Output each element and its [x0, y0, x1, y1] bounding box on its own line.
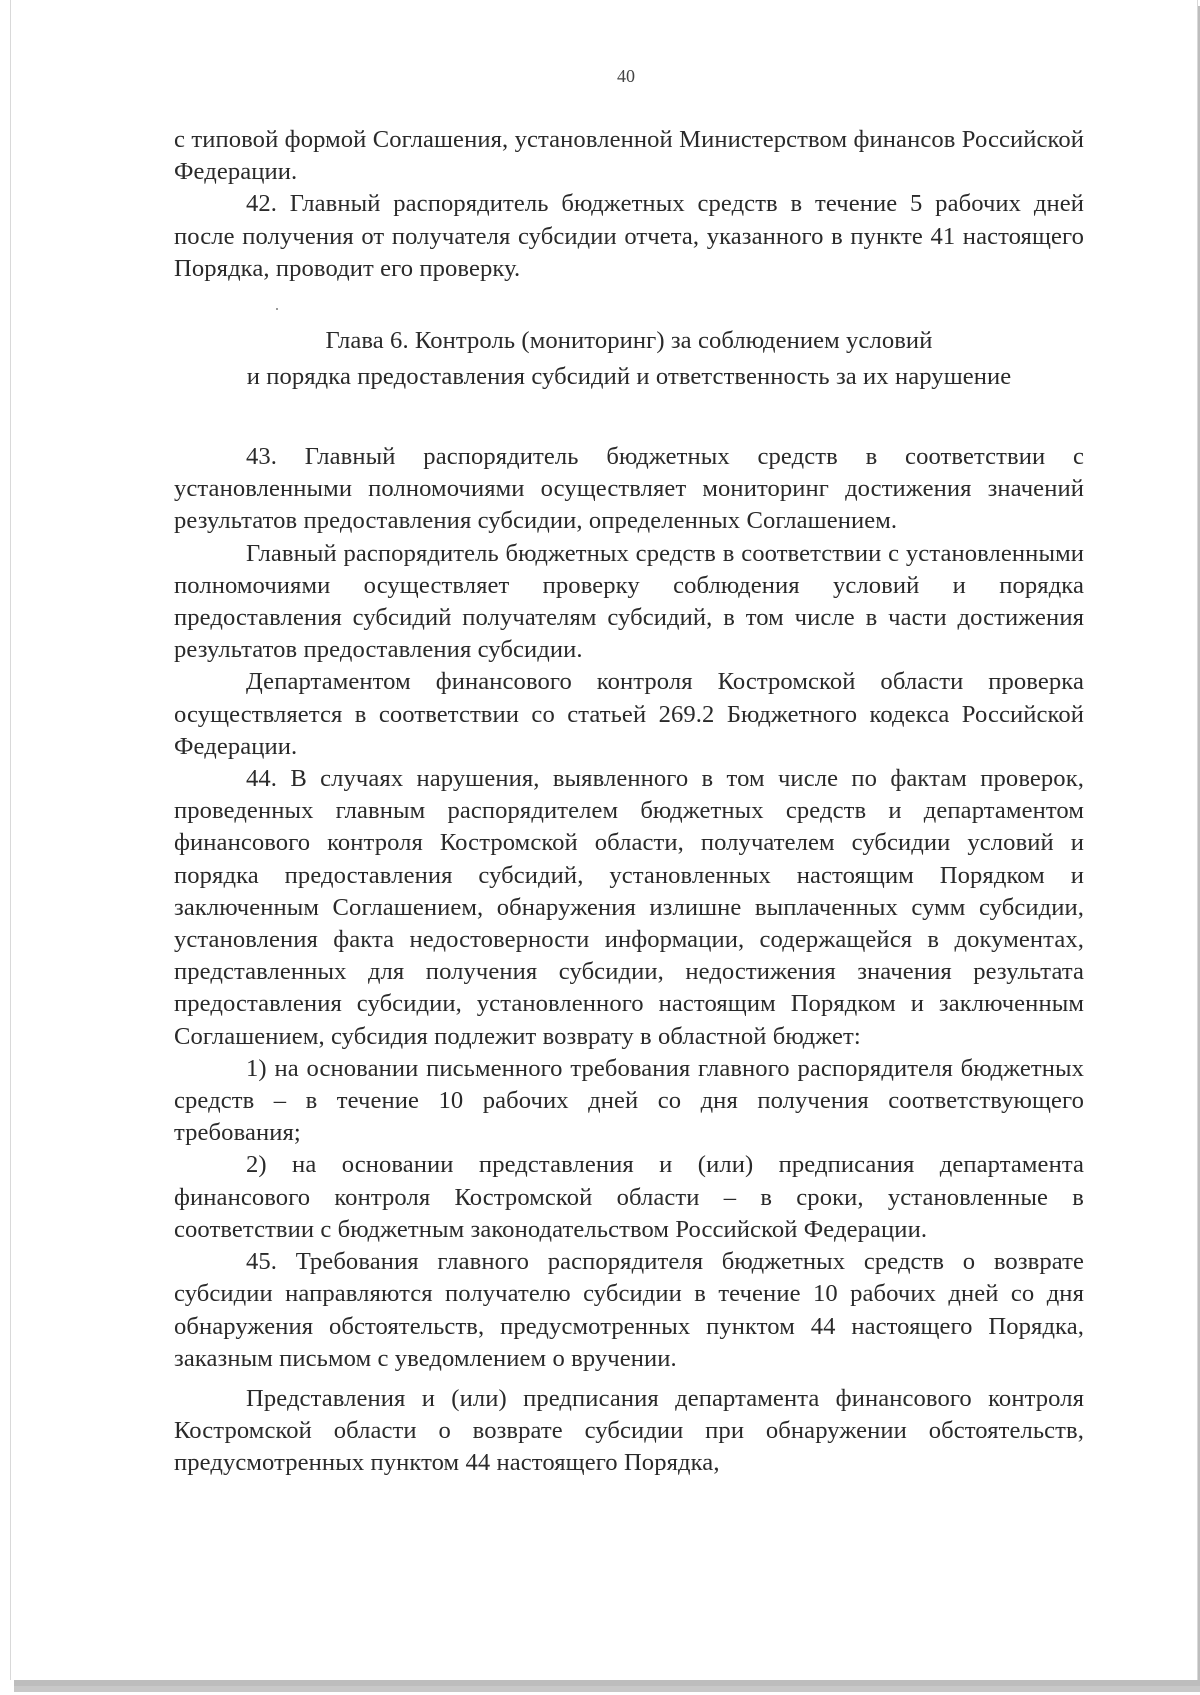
paragraph-department-check: Департаментом финансового контроля Костромской области проверка осуществляется в соответствии со статьей 269.2 Бюджетного кодекса Российской Федерации.: [174, 668, 1084, 760]
paragraph-verification: Главный распорядитель бюджетных средств в соответствии с установленными полномочиями осуществляет проверку соблюдения условий и порядка предоставления субсидий получателям субсидий, в том числе в части достижения результатов предоставления субсидии.: [174, 539, 1084, 664]
list-item-1: 1) на основании письменного требования главного распорядителя бюджетных средств – в течение 10 рабочих дней со дня получения соответствующего требования;: [174, 1054, 1084, 1147]
document-page: [10, 0, 1198, 1680]
paragraph-item-45: 45. Требования главного распорядителя бюджетных средств о возврате субсидии направляются получателю субсидии в течение 10 рабочих дней со дня обнаружения обстоятельств, предусмотренных пунктом 44 настоящего Порядка, заказным письмом с уведомлением о вручении.: [174, 1248, 1084, 1372]
chapter-heading-line-2: и порядка предоставления субсидий и ответственность за их нарушение: [246, 363, 1012, 391]
paragraph-item-42: 42. Главный распорядитель бюджетных средств в течение 5 рабочих дней после получения от получателя субсидии отчета, указанного в пункте 41 настоящего Порядка, проводит его проверку.: [174, 190, 1084, 282]
page-shadow: [14, 1680, 1200, 1692]
paragraph-department-orders: Представления и (или) предписания департамента финансового контроля Костромской области о возврате субсидии при обнаружении обстоятельств, предусмотренных пунктом 44 настоящего Порядка,: [174, 1384, 1084, 1477]
paragraph-item-43: 43. Главный распорядитель бюджетных средств в соответствии с установленными полномочиями осуществляет мониторинг достижения значений результатов предоставления субсидии, определенных Соглашением.: [174, 443, 1084, 535]
chapter-heading: [174, 323, 1084, 395]
spacer: [174, 1375, 1084, 1383]
page-number: 40: [617, 66, 635, 86]
list-item-2: 2) на основании представления и (или) предписания департамента финансового контроля Костромской области – в сроки, установленные в соответствии с бюджетным законодательством Российской Федерации.: [174, 1151, 1084, 1243]
paragraph-continuation: с типовой формой Соглашения, установленной Министерством финансов Российской Федерации.: [174, 126, 1084, 186]
chapter-heading-line-1: Глава 6. Контроль (мониторинг) за соблюдением условий: [325, 327, 933, 355]
paragraph-item-44: 44. В случаях нарушения, выявленного в том числе по фактам проверок, проведенных главным распорядителем бюджетных средств и департаментом финансового контроля Костромской области, получателем субсидии условий и порядка предоставления субсидий, установленных настоящим Порядком и заключенным Соглашением, обнаружения излишне выплаченных сумм субсидии, установления факта недостоверности информации, содержащейся в документах, представленных для получения субсидии, недостижения значения результата предоставления субсидии, установленного настоящим Порядком и заключенным Соглашением, субсидия подлежит возврату в областной бюджет:: [174, 765, 1084, 1050]
page-body: [174, 124, 1084, 1480]
